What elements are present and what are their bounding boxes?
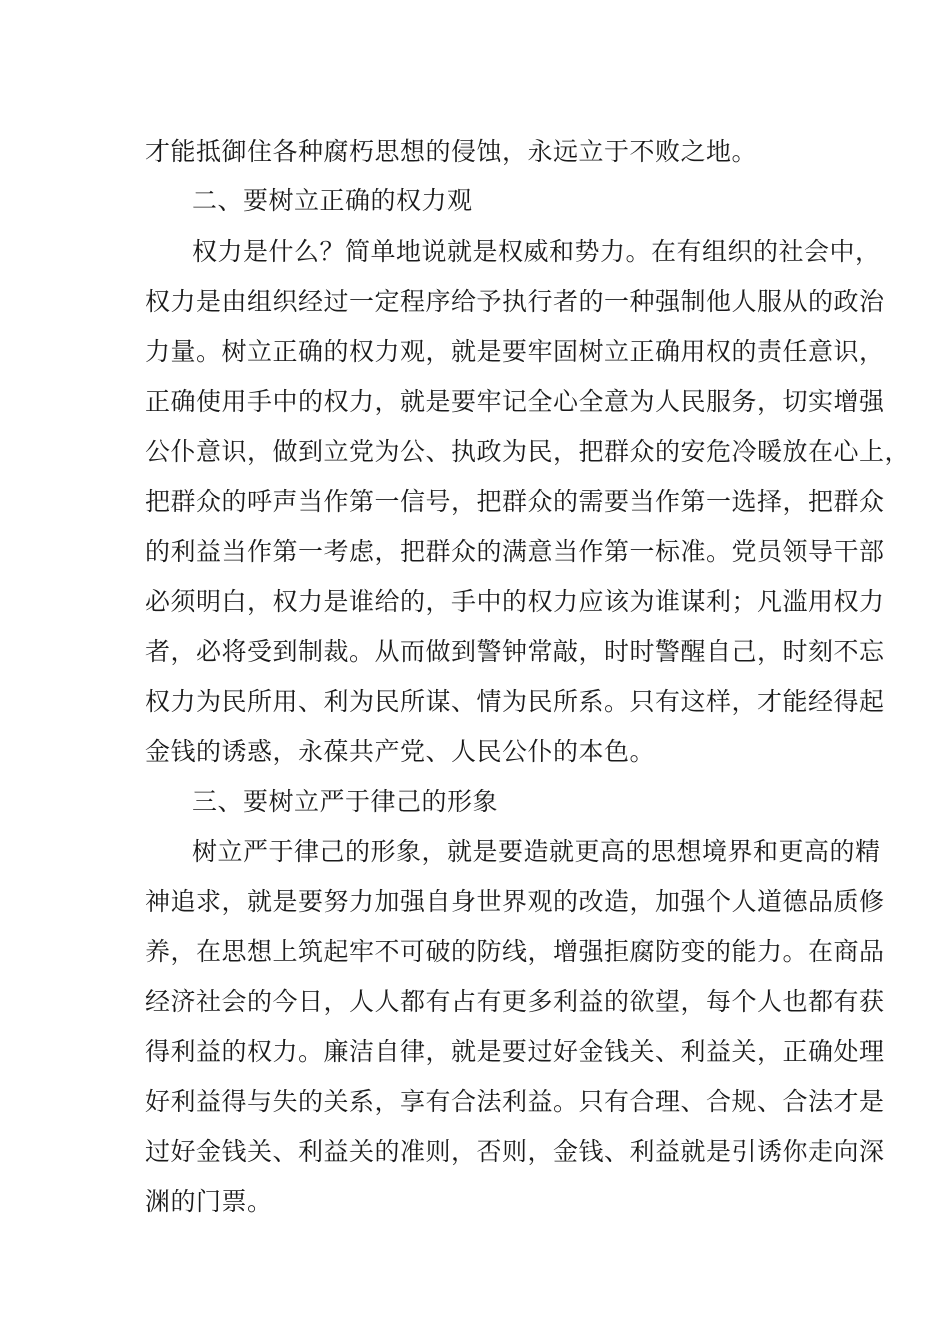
paragraph-line: 必须明白，权力是谁给的，手中的权力应该为谁谋利；凡滥用权力 xyxy=(145,587,885,616)
paragraph-line: 好利益得与失的关系，享有合法利益。只有合理、合规、合法才是 xyxy=(145,1087,885,1116)
section-heading: 二、要树立正确的权力观 xyxy=(192,186,473,215)
paragraph-line: 金钱的诱惑，永葆共产党、人民公仆的本色。 xyxy=(145,737,656,766)
paragraph-line: 权力为民所用、利为民所谋、情为民所系。只有这样，才能经得起 xyxy=(145,687,885,716)
paragraph-line: 过好金钱关、利益关的准则，否则，金钱、利益就是引诱你走向深 xyxy=(145,1137,885,1166)
paragraph-line: 公仆意识，做到立党为公、执政为民，把群众的安危冷暖放在心上， xyxy=(145,437,911,466)
paragraph-line: 渊的门票。 xyxy=(145,1187,273,1216)
paragraph-line: 正确使用手中的权力，就是要牢记全心全意为人民服务，切实增强 xyxy=(145,387,885,416)
paragraph-line: 力量。树立正确的权力观，就是要牢固树立正确用权的责任意识， xyxy=(145,337,885,366)
paragraph-line: 把群众的呼声当作第一信号，把群众的需要当作第一选择，把群众 xyxy=(145,487,885,516)
paragraph-line: 树立严于律己的形象，就是要造就更高的思想境界和更高的精 xyxy=(192,837,881,866)
paragraph-line: 权力是什么？简单地说就是权威和势力。在有组织的社会中， xyxy=(192,237,881,266)
paragraph-line: 才能抵御住各种腐朽思想的侵蚀，永远立于不败之地。 xyxy=(145,137,758,166)
paragraph-line: 神追求，就是要努力加强自身世界观的改造，加强个人道德品质修 xyxy=(145,887,885,916)
paragraph-line: 经济社会的今日，人人都有占有更多利益的欲望，每个人也都有获 xyxy=(145,987,885,1016)
paragraph-line: 者，必将受到制裁。从而做到警钟常敲，时时警醒自己，时刻不忘 xyxy=(145,637,885,666)
paragraph-line: 得利益的权力。廉洁自律，就是要过好金钱关、利益关，正确处理 xyxy=(145,1037,885,1066)
paragraph-line: 养，在思想上筑起牢不可破的防线，增强拒腐防变的能力。在商品 xyxy=(145,937,885,966)
section-heading: 三、要树立严于律己的形象 xyxy=(192,787,499,816)
paragraph-line: 权力是由组织经过一定程序给予执行者的一种强制他人服从的政治 xyxy=(145,287,885,316)
paragraph-line: 的利益当作第一考虑，把群众的满意当作第一标准。党员领导干部 xyxy=(145,537,885,566)
